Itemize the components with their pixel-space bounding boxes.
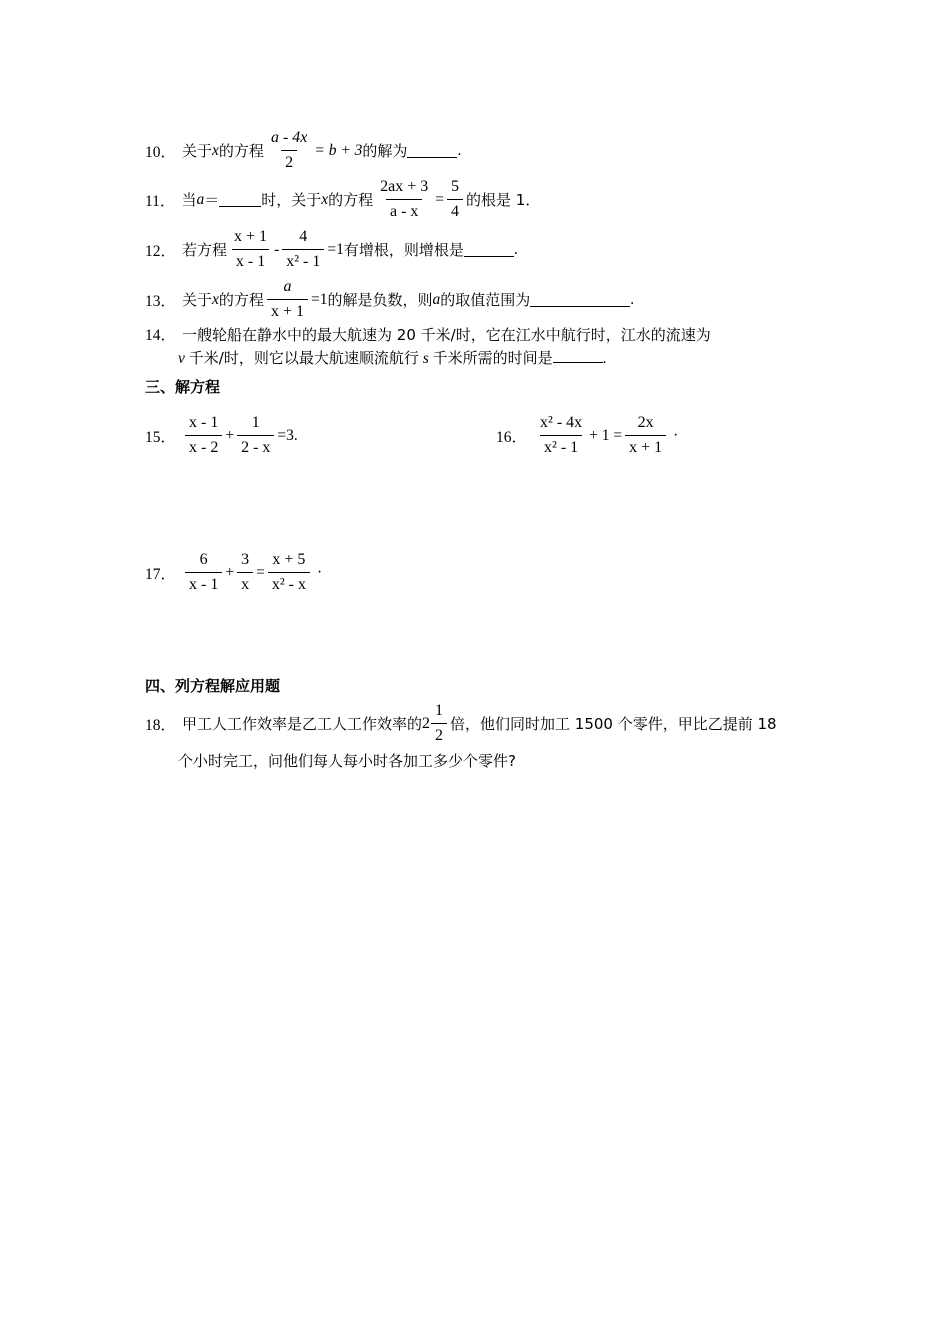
text: 的方程	[328, 191, 374, 209]
answer-blank[interactable]	[530, 292, 630, 307]
numerator: 2ax + 3	[380, 178, 429, 195]
text: 当	[181, 191, 197, 209]
variable: x	[212, 141, 219, 159]
variable: s	[422, 350, 429, 367]
end-dot: ·	[316, 563, 323, 581]
fraction	[237, 550, 253, 595]
variable: x	[212, 290, 219, 308]
variable: a	[196, 190, 205, 208]
plus: +	[225, 563, 235, 581]
denominator: 2	[431, 723, 447, 746]
numerator: 5	[451, 178, 460, 195]
equals: =	[435, 190, 445, 208]
fraction	[431, 701, 447, 746]
equation-rhs: = b + 3	[314, 141, 363, 159]
period: .	[457, 141, 462, 159]
text: 倍，他们同时加工 1500 个零件，甲比乙提前 18	[450, 715, 777, 733]
numerator: 6	[199, 551, 208, 568]
fraction	[536, 413, 586, 458]
numerator: x - 1	[189, 414, 219, 431]
fraction	[268, 550, 310, 595]
text: 千米所需的时间是	[432, 349, 553, 367]
text: 的方程	[218, 142, 264, 160]
text: ＝	[204, 191, 220, 209]
numerator: x² - 4x	[540, 414, 583, 431]
section-heading-4	[145, 675, 280, 696]
denominator: a - x	[386, 199, 422, 222]
denominator: x + 1	[267, 299, 308, 322]
equation-rhs: =3.	[277, 426, 298, 444]
fraction	[625, 413, 666, 458]
text: 一艘轮船在静水中的最大航速为 20 千米/时，它在江水中航行时，江水的流速为	[182, 326, 711, 344]
question-number: 10．	[145, 143, 177, 161]
numerator: 1	[251, 414, 260, 431]
denominator: x + 1	[625, 435, 666, 458]
fraction	[185, 550, 222, 595]
numerator: a	[283, 278, 292, 295]
period: .	[513, 240, 518, 258]
text: 个小时完工，问他们每人每小时各加工多少个零件?	[178, 752, 516, 770]
text: 甲工人工作效率是乙工人工作效率的	[182, 715, 423, 733]
variable: a	[432, 290, 441, 308]
denominator: 2 - x	[237, 435, 274, 458]
denominator: x - 1	[232, 249, 269, 272]
variable: v	[178, 350, 185, 367]
section-title: 四、列方程解应用题	[145, 677, 281, 695]
numerator: 4	[299, 228, 308, 245]
text: 时，关于	[261, 191, 322, 209]
fraction	[376, 177, 432, 222]
denominator: x - 1	[185, 572, 222, 595]
section-heading-3	[145, 376, 220, 397]
text: 若方程	[182, 241, 228, 259]
question-number: 16．	[496, 428, 528, 446]
equation-rhs: =1	[327, 240, 344, 258]
fraction	[267, 128, 311, 173]
denominator: 4	[447, 199, 463, 222]
question-number: 11．	[145, 192, 176, 210]
text: 的取值范围为	[440, 291, 531, 309]
question-number: 13．	[145, 292, 177, 310]
fraction	[185, 413, 222, 458]
numerator: 2x	[637, 414, 654, 431]
question-11	[145, 177, 540, 222]
question-15	[145, 413, 298, 458]
mixed-number-whole: 2	[422, 714, 431, 732]
plus-one-equals: + 1 =	[589, 426, 623, 444]
numerator: x + 1	[234, 228, 268, 245]
numerator: 3	[241, 551, 250, 568]
question-17	[145, 550, 322, 595]
denominator: 2	[281, 150, 297, 173]
equals: =	[256, 563, 265, 581]
question-18-continuation	[178, 750, 516, 771]
fraction	[282, 227, 324, 272]
text: 的解是负数，则	[327, 291, 433, 309]
denominator: x - 2	[185, 435, 222, 458]
plus: +	[225, 426, 235, 444]
answer-blank[interactable]	[219, 192, 261, 207]
question-number: 18．	[145, 716, 177, 734]
text: 的解为	[362, 142, 408, 160]
fraction	[237, 413, 274, 458]
denominator: x² - x	[268, 572, 310, 595]
fraction	[447, 177, 463, 222]
answer-blank[interactable]	[464, 242, 514, 257]
fraction	[230, 227, 271, 272]
question-16	[496, 413, 678, 458]
question-number: 14．	[145, 327, 177, 344]
numerator: x + 5	[272, 551, 306, 568]
period: .	[602, 350, 607, 367]
text: 千米/时，则它以最大航速顺流航行	[188, 349, 419, 367]
answer-blank[interactable]	[407, 143, 457, 158]
denominator: x² - 1	[282, 249, 324, 272]
text: 有增根，则增根是	[343, 241, 464, 259]
end-dot: ·	[673, 426, 679, 444]
equation-rhs: =1	[310, 290, 328, 308]
text: 的方程	[218, 291, 264, 309]
answer-blank[interactable]	[553, 348, 603, 363]
question-number: 12．	[145, 242, 177, 260]
denominator: x² - 1	[540, 435, 582, 458]
numerator: a - 4x	[270, 129, 308, 146]
period: .	[630, 290, 635, 308]
variable: x	[321, 190, 329, 208]
question-number: 15．	[145, 428, 177, 446]
question-13	[145, 277, 634, 322]
fraction	[267, 277, 308, 322]
text: 的根是 1．	[466, 191, 541, 209]
section-title: 三、解方程	[145, 378, 221, 396]
question-10	[145, 128, 461, 173]
question-14	[145, 324, 711, 370]
denominator: x	[237, 572, 253, 595]
numerator: 1	[435, 702, 444, 719]
minus: -	[274, 240, 280, 258]
question-18	[145, 701, 777, 746]
text: 关于	[182, 291, 213, 309]
question-12	[145, 227, 518, 272]
question-number: 17．	[145, 565, 177, 583]
text: 关于	[182, 142, 213, 160]
